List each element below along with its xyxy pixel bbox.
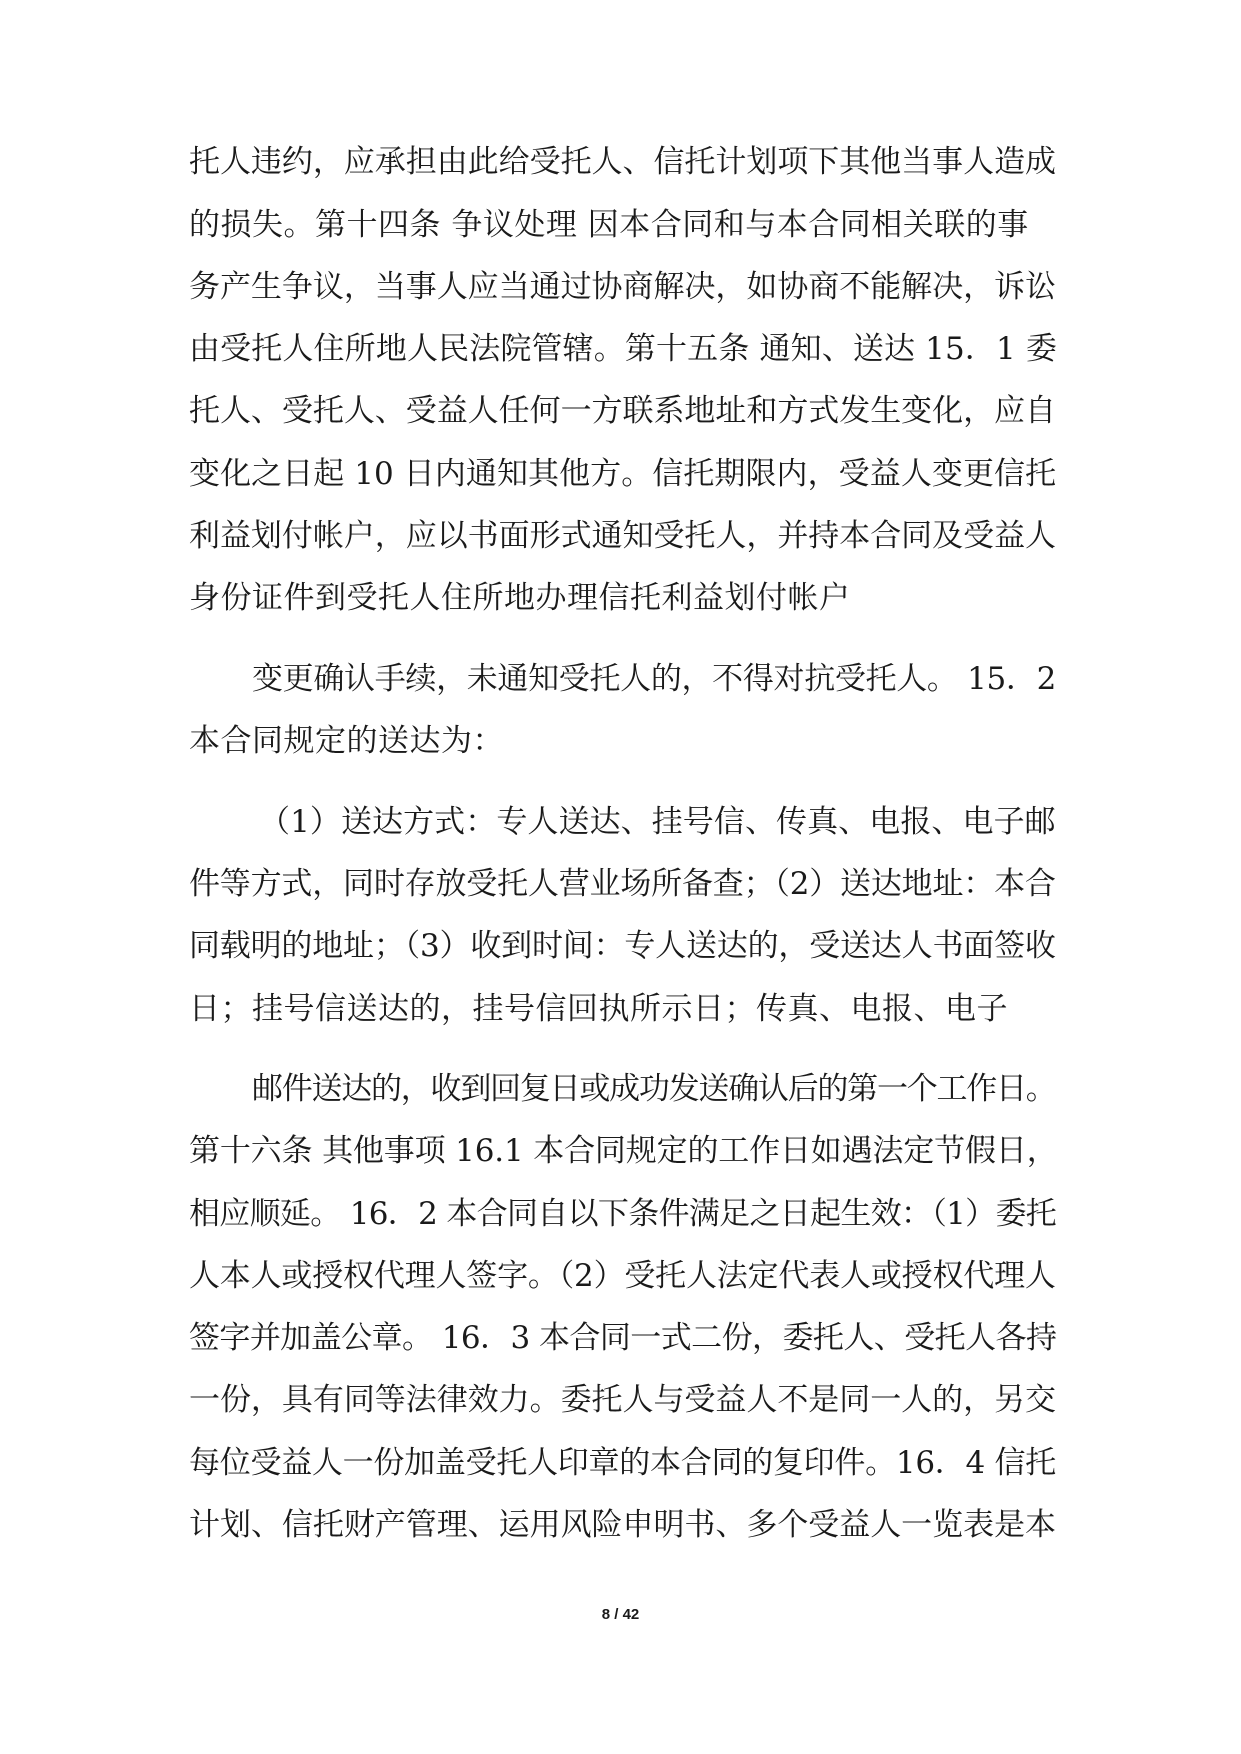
text-line: 计划、信托财产管理、运用风险申明书、多个受益人一览表是本 xyxy=(189,1507,1056,1543)
text-line: 第十六条 其他事项 16.1 本合同规定的工作日如遇法定节假日， xyxy=(189,1133,1058,1169)
text-line: 件等方式，同时存放受托人营业场所备查；（2）送达地址：本合 xyxy=(189,866,1056,902)
text-line: 人本人或授权代理人签字。（2）受托人法定代表人或授权代理人 xyxy=(189,1258,1056,1294)
text-line: 托人违约，应承担由此给受托人、信托计划项下其他当事人造成 xyxy=(189,144,1056,180)
text-line: 一份，具有同等法律效力。委托人与受益人不是同一人的，另交 xyxy=(189,1382,1056,1418)
text-line: 变更确认手续，未通知受托人的，不得对抗受托人。 15．2 xyxy=(252,661,1057,697)
text-line: 同载明的地址；（3）收到时间：专人送达的，受送达人书面签收 xyxy=(189,928,1056,964)
text-line: 托人、受托人、受益人任何一方联系地址和方式发生变化，应自 xyxy=(189,393,1056,429)
text-line: （1）送达方式：专人送达、挂号信、传真、电报、电子邮 xyxy=(259,804,1056,840)
text-line: 相应顺延。 16．2 本合同自以下条件满足之日起生效：（1）委托 xyxy=(189,1196,1057,1232)
text-line: 签字并加盖公章。 16．3 本合同一式二份，委托人、受托人各持 xyxy=(189,1320,1057,1356)
text-line: 的损失。第十四条 争议处理 因本合同和与本合同相关联的事 xyxy=(189,207,1029,243)
text-line: 务产生争议，当事人应当通过协商解决，如协商不能解决，诉讼 xyxy=(189,269,1056,305)
text-line: 身份证件到受托人住所地办理信托利益划付帐户 xyxy=(189,580,851,616)
text-line: 邮件送达的，收到回复日或成功发送确认后的第一个工作日。 xyxy=(252,1071,1056,1107)
text-line: 变化之日起 10 日内通知其他方。信托期限内，受益人变更信托 xyxy=(189,456,1057,492)
text-line: 本合同规定的送达为： xyxy=(189,723,504,759)
text-line: 日；挂号信送达的，挂号信回执所示日；传真、电报、电子 xyxy=(189,991,1008,1027)
text-line: 利益划付帐户，应以书面形式通知受托人，并持本合同及受益人 xyxy=(189,518,1056,554)
text-line: 每位受益人一份加盖受托人印章的本合同的复印件。16．4 信托 xyxy=(189,1445,1057,1481)
text-line: 由受托人住所地人民法院管辖。第十五条 通知、送达 15．1 委 xyxy=(189,331,1057,367)
page-number: 8 / 42 xyxy=(601,1606,640,1623)
